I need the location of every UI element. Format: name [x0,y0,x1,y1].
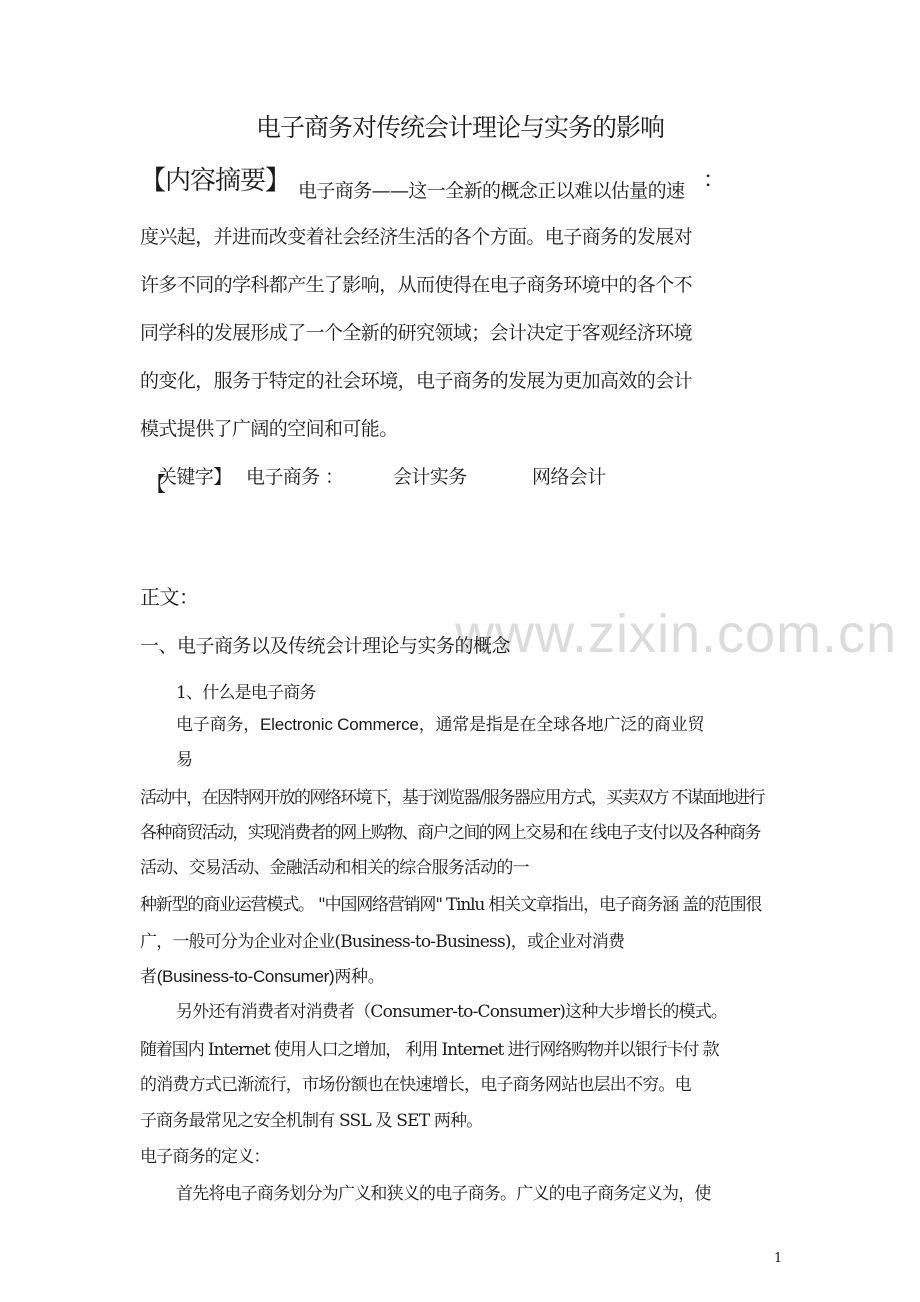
body-line: 活动、交易活动、金融活动和相关的综合服务活动的一 [140,858,529,878]
body-line: 种新型的商业运营模式。 "中国网络营销网" Tinlu 相关文章指出，电子商务涵 盖的范围很 [140,895,762,915]
body-label: 正文： [140,585,199,609]
abstract-line: 模式提供了广阔的空间和可能。 [140,418,398,440]
body-line: 子商务最常见之安全机制有 SSL 及 SET 两种。 [140,1111,483,1131]
page-number: 1 [774,1251,783,1266]
body-line: 的消费方式已渐流行，市场份额也在快速增长，电子商务网站也层出不穷。电 [140,1075,691,1095]
abstract-line: 许多不同的学科都产生了影响，从而使得在电子商务环境中的各个不 [140,274,693,296]
abstract-label: 【内容摘要】 [140,166,291,196]
body-line: 电子商务的定义： [140,1147,270,1167]
abstract-line: 的变化，服务于特定的社会环境，电子商务的发展为更加高效的会计 [140,370,693,392]
abstract-line: 同学科的发展形成了一个全新的研究领域；会计决定于客观经济环境 [140,322,693,344]
section-heading: 一、电子商务以及传统会计理论与实务的概念 [140,635,511,657]
body-line: 各种商贸活动，实现消费者的网上购物、商户之间的网上交易和在 线电子支付以及各种商务 [140,823,760,843]
body-line: 电子商务，Electronic Commerce，通常是指是在全球各地广泛的商业贸 [176,715,705,734]
subsection-heading: 1、什么是电子商务 [176,683,316,703]
body-line: 首先将电子商务划分为广义和狭义的电子商务。广义的电子商务定义为，使 [176,1184,711,1204]
abstract-line: 度兴起，并进而改变着社会经济生活的各个方面。电子商务的发展对 [140,226,693,248]
keyword-item: 会计实务 [393,466,467,488]
body-line: 另外还有消费者对消费者（Consumer-to-Consumer)这种大步增长的模式。 [176,1002,728,1022]
keywords-bracket: 【 [146,472,166,496]
watermark: www.zixin.com.cn [455,604,898,664]
body-line: 广，一般可分为企业对企业(Business-to-Business)，或企业对消费 [140,932,625,952]
body-line: 者(Business-to-Consumer)两种。 [140,967,385,986]
body-line: 随着国内 Internet 使用人口之增加， 利用 Internet 进行网络购物并以银行卡付 款 [140,1040,719,1060]
keyword-item: 网络会计 [532,466,606,488]
keywords-label: 关键字】 [158,466,232,488]
document-title: 电子商务对传统会计理论与实务的影响 [255,113,664,142]
abstract-colon-mark: ： [703,168,726,193]
body-line: 易 [176,750,193,770]
body-line: 活动中，在因特网开放的网络环境下，基于浏览器/服务器应用方式，买卖双方 不谋面地进行 [140,788,764,808]
keyword-item: 电子商务 ： [246,466,344,488]
abstract-first-line: 电子商务——这一全新的概念正以难以估量的速 [298,180,685,202]
